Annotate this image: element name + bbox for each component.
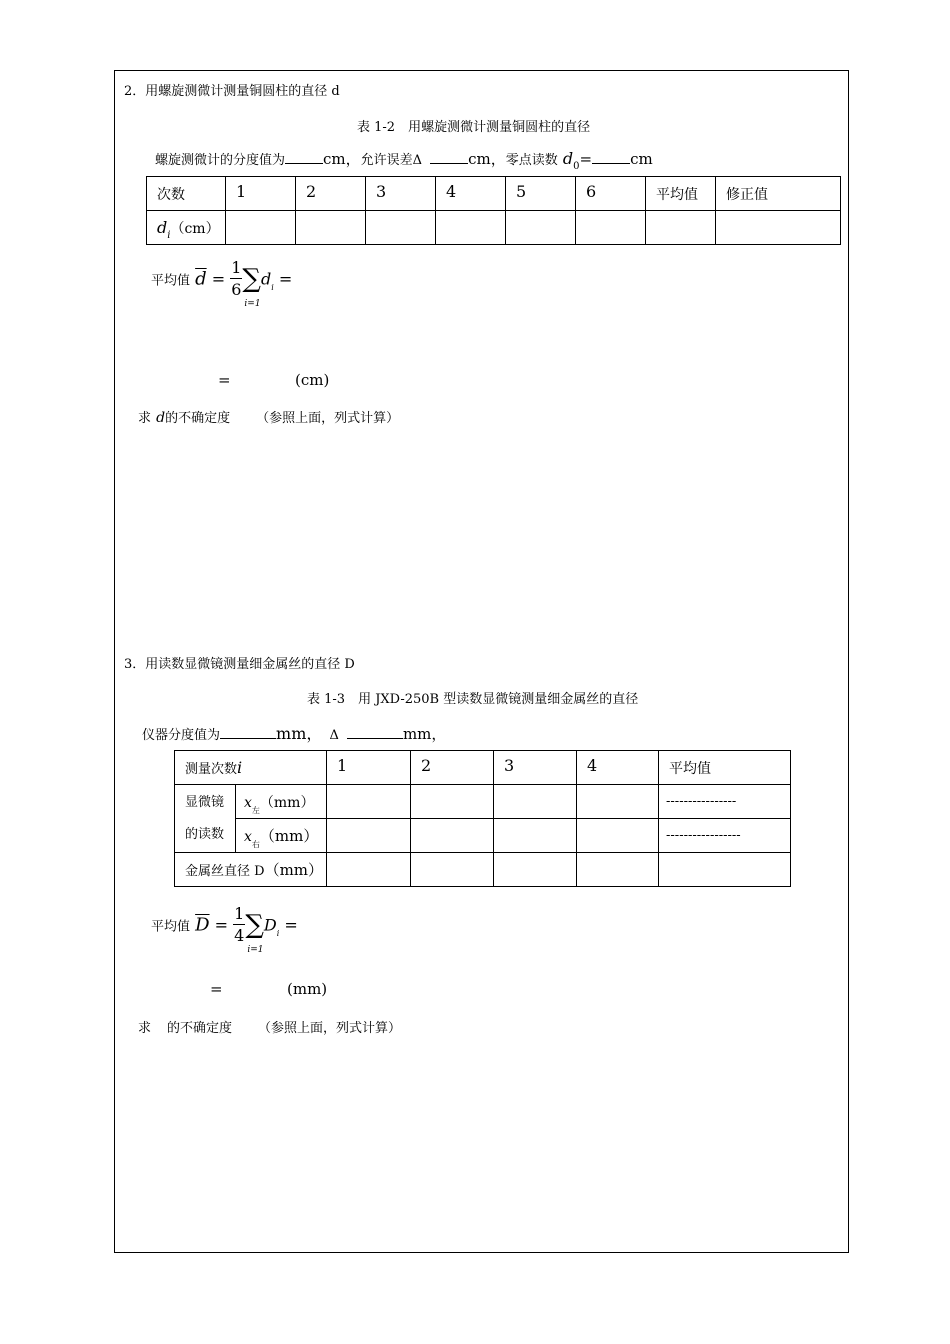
mean-d-eq2: =	[278, 269, 293, 289]
row-label-x-left: $x_左(mm)$	[236, 785, 327, 819]
cell-d-average[interactable]	[646, 211, 716, 245]
instrument-tolerance-blank[interactable]	[347, 726, 403, 739]
mean-D-var: $\overline{D}$	[195, 914, 210, 936]
cell-d4[interactable]	[436, 211, 506, 245]
zero-reading-eq: =	[579, 150, 593, 168]
mean-D-term-sub: i	[276, 928, 280, 938]
table-1-3-row-diameter	[175, 853, 791, 887]
cell-d6[interactable]	[576, 211, 646, 245]
cell-xleft-4[interactable]	[577, 785, 659, 819]
mean-D-term: D	[263, 915, 277, 935]
header-count: 次数	[147, 177, 226, 211]
resolution-unit: cm，	[323, 150, 361, 168]
header-m-trial-1: 1	[327, 751, 411, 785]
mean-D-label: 平均值	[151, 919, 191, 935]
sum-icon: ∑ i=1	[245, 910, 264, 955]
mean-D-formula	[151, 904, 298, 955]
table-1-2	[146, 176, 841, 245]
zero-reading-sub: 0	[573, 161, 580, 172]
header-trial-1: 1	[226, 177, 296, 211]
mean-d-eq1: =	[211, 269, 226, 289]
microscope-reading-label: 显微镜 的读数	[175, 785, 236, 853]
tolerance-blank[interactable]	[430, 151, 468, 164]
mean-D-unit: (mm)	[287, 980, 328, 998]
cell-xleft-1[interactable]	[327, 785, 411, 819]
tolerance-unit: cm，	[468, 150, 506, 168]
header-m-average: 平均值	[659, 751, 791, 785]
cell-d2[interactable]	[296, 211, 366, 245]
table-1-3-caption: 表 1-3 用 JXD-250B 型读数显微镜测量细金属丝的直径	[307, 692, 639, 707]
header-average: 平均值	[646, 177, 716, 211]
header-trial-4: 4	[436, 177, 506, 211]
microscope-params	[142, 721, 446, 744]
mean-D-eq2: =	[284, 915, 298, 935]
header-trial-2: 2	[296, 177, 366, 211]
mean-d-fraction: $\frac{1}{6}$	[231, 258, 242, 299]
mean-d-eq3: =	[218, 371, 231, 389]
cell-D-4[interactable]	[577, 853, 659, 887]
instrument-resolution-label: 仪器分度值为	[142, 728, 221, 743]
cell-xright-4[interactable]	[577, 819, 659, 853]
micrometer-params	[155, 148, 653, 172]
resolution-label: 螺旋测微计的分度值为	[155, 153, 286, 168]
table-1-2-caption: 表 1-2 用螺旋测微计测量铜圆柱的直径	[357, 120, 591, 135]
header-corrected: 修正值	[716, 177, 841, 211]
zero-reading-unit: cm	[630, 150, 653, 168]
mean-d-var: $\overline{d}$	[195, 268, 207, 290]
sum-icon: ∑ i=1	[242, 264, 261, 309]
row-label-wire-diameter: 金属丝直径 D（mm）	[175, 853, 327, 887]
cell-xright-3[interactable]	[494, 819, 577, 853]
cell-xright-average: -----------------	[659, 819, 791, 853]
header-measurement-count: 测量次数i	[175, 751, 327, 785]
row-label-x-right: $x_右(mm)$	[236, 819, 327, 853]
cell-d-corrected[interactable]	[716, 211, 841, 245]
table-1-3-row-right	[175, 819, 791, 853]
mean-d-unit: (cm)	[295, 371, 330, 389]
cell-d3[interactable]	[366, 211, 436, 245]
cell-D-average[interactable]	[659, 853, 791, 887]
table-1-3-header-row	[175, 751, 791, 785]
instrument-resolution-unit: mm，	[276, 724, 323, 743]
table-1-2-data-row	[147, 211, 841, 245]
mean-D-eq1: =	[214, 915, 229, 935]
mean-d-term-sub: i	[271, 282, 274, 292]
mean-d-formula	[151, 258, 293, 309]
cell-xleft-average: ----------------	[659, 785, 791, 819]
header-trial-6: 6	[576, 177, 646, 211]
zero-reading-blank[interactable]	[592, 151, 630, 164]
cell-D-2[interactable]	[411, 853, 494, 887]
header-m-trial-4: 4	[577, 751, 659, 785]
mean-D-eq3: =	[210, 980, 223, 998]
cell-xright-2[interactable]	[411, 819, 494, 853]
cell-D-1[interactable]	[327, 853, 411, 887]
header-trial-5: 5	[506, 177, 576, 211]
instrument-tolerance-unit: mm，	[402, 725, 447, 743]
cell-D-3[interactable]	[494, 853, 577, 887]
cell-d5[interactable]	[506, 211, 576, 245]
tolerance-label: 允许误差Δ	[360, 153, 423, 168]
instrument-resolution-blank[interactable]	[220, 726, 276, 739]
zero-reading-label: 零点读数	[505, 153, 558, 168]
zero-reading-var: d	[562, 149, 574, 168]
cell-d1[interactable]	[226, 211, 296, 245]
header-m-trial-3: 3	[494, 751, 577, 785]
section-3-heading: 3．用读数显微镜测量细金属丝的直径 D	[124, 657, 355, 672]
uncertainty-d: 求 d的不确定度 （参照上面，列式计算）	[138, 410, 400, 426]
table-1-3-row-left	[175, 785, 791, 819]
uncertainty-D: 求 的不确定度 （参照上面，列式计算）	[138, 1021, 402, 1036]
cell-xleft-3[interactable]	[494, 785, 577, 819]
mean-d-label: 平均值	[151, 273, 191, 289]
cell-xright-1[interactable]	[327, 819, 411, 853]
table-1-2-header-row	[147, 177, 841, 211]
mean-d-term: d	[260, 269, 272, 289]
header-m-trial-2: 2	[411, 751, 494, 785]
mean-D-fraction: $\frac{1}{4}$	[234, 904, 245, 945]
resolution-blank[interactable]	[285, 151, 323, 164]
table-1-3	[174, 750, 791, 887]
section-2-heading: 2．用螺旋测微计测量铜圆柱的直径 d	[124, 84, 340, 99]
instrument-tolerance-label: Δ	[329, 728, 339, 743]
row-label-di: $d_i(cm)$	[147, 211, 226, 245]
header-trial-3: 3	[366, 177, 436, 211]
cell-xleft-2[interactable]	[411, 785, 494, 819]
